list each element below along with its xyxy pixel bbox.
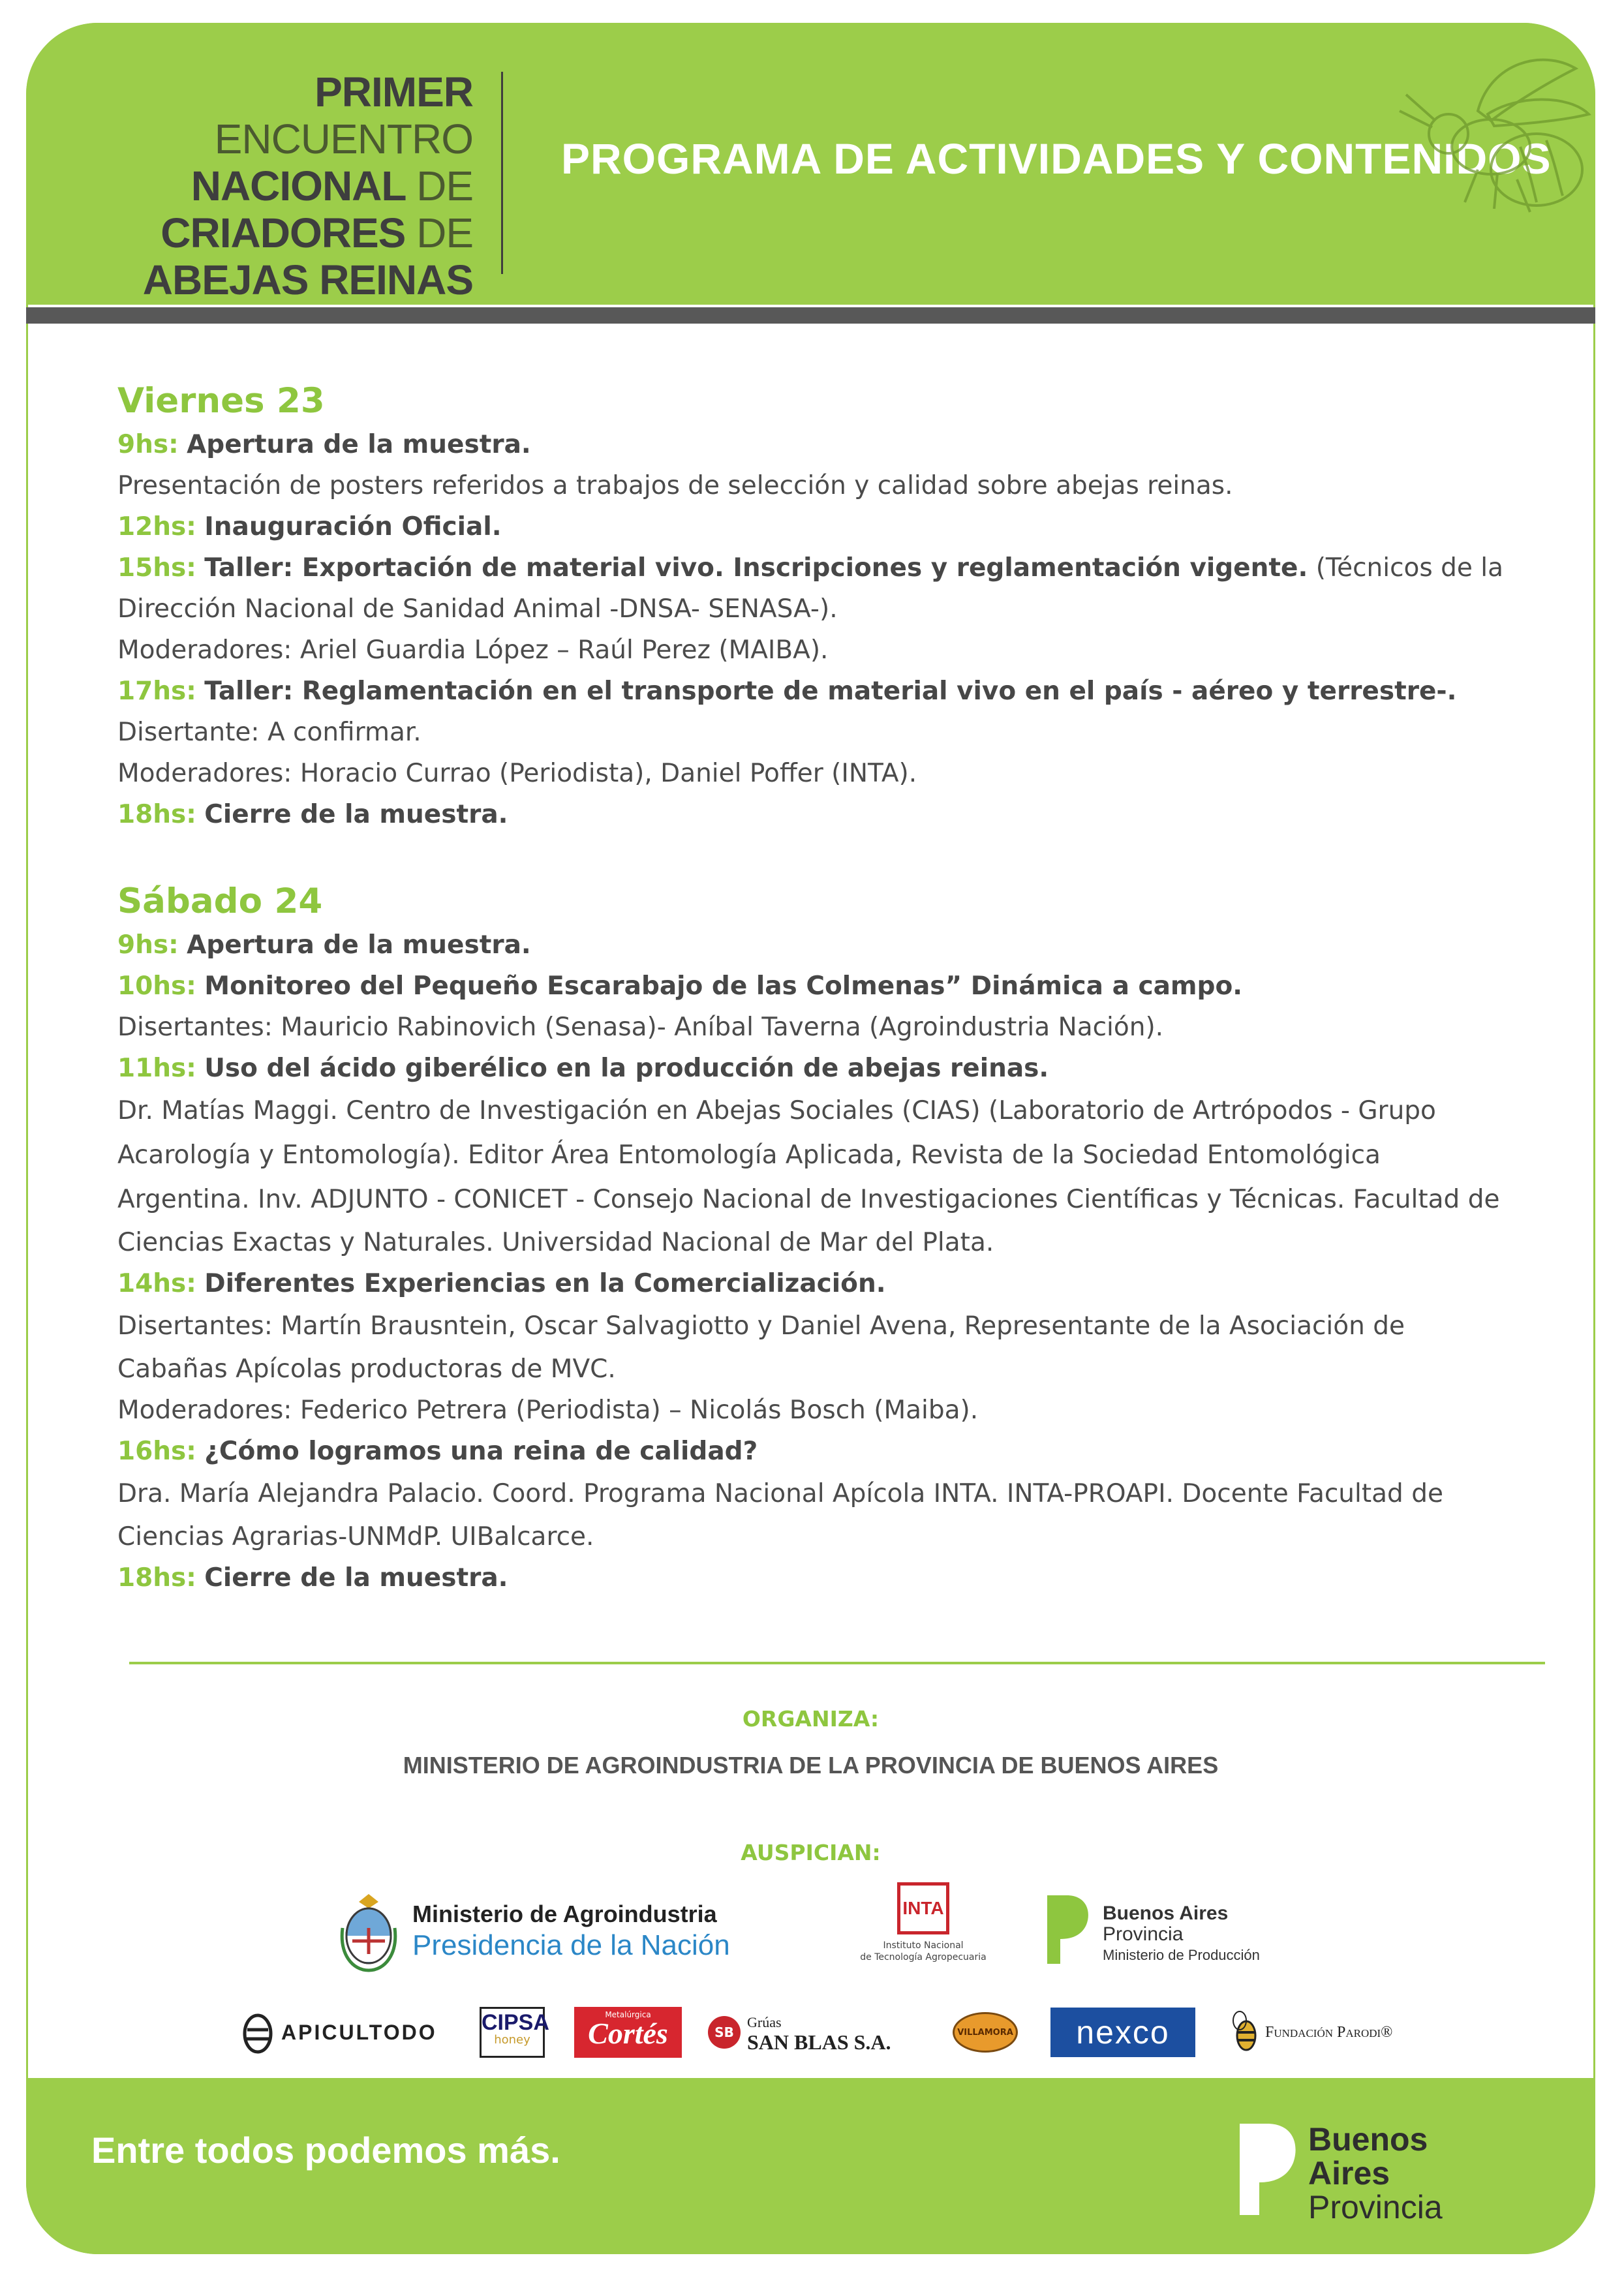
cortes-top: Metalúrgica [605,2010,651,2019]
program-line [117,1089,1540,1133]
villamora-logo [953,2003,1018,2062]
program-line [117,794,1540,835]
ba-text [1308,2122,1514,2224]
program-line [117,966,1540,1007]
activity-title: Uso del ácido giberélico en la producción de abejas reinas. [204,1054,1049,1083]
coat-of-arms-icon [339,1889,398,1974]
ba-prod-line2: Provincia [1103,1923,1184,1945]
inta-line2: de Tecnología Agropecuaria [860,1952,987,1963]
program-line [117,630,1540,671]
day-title: Viernes 23 [117,381,325,421]
program-line [117,506,1540,547]
time-label: 11hs: [117,1054,196,1083]
time-label: 18hs: [117,1563,196,1593]
title-word: CRIADORES [161,209,406,256]
activity-title: Diferentes Experiencias en la Comercialización. [204,1269,886,1298]
activity-title: Apertura de la muestra. [187,430,531,459]
bee-small-icon [1230,2006,1263,2058]
cipsa-sub: honey [494,2033,530,2047]
program-line [117,1390,1540,1431]
activity-detail: (Técnicos de la [1308,553,1504,583]
title-word: ENCUENTRO [214,115,473,162]
program-line [117,671,1540,712]
slogan: Entre todos podemos más. [91,2130,560,2171]
activity-title: Inauguración Oficial. [204,512,502,542]
activity-title: Cierre de la muestra. [204,800,508,829]
program-line [117,1048,1540,1089]
footer-band [26,2078,1595,2254]
brand-line1: Buenos Aires [1308,2121,1428,2192]
title-word: NACIONAL [191,162,406,209]
activity-detail: Moderadores: Horacio Currao (Periodista), Daniel Poffer (INTA). [117,759,917,788]
buenos-aires-provincia-logo [1227,2111,1514,2225]
villamora-text: VILLAMORA [953,2012,1018,2053]
activity-detail: Dr. Matías Maggi. Centro de Investigación en Abejas Sociales (CIAS) (Laboratorio de Artrópodos - Grupo [117,1096,1436,1125]
program-line [117,1178,1540,1222]
fundacion-parodi-logo [1230,2003,1392,2062]
time-label: 15hs: [117,553,196,583]
cortes-text: Cortés [588,2017,668,2050]
activity-detail: Disertante: A confirmar. [117,718,421,747]
activity-detail: Moderadores: Ariel Guardia López – Raúl Perez (MAIBA). [117,635,829,665]
ba-prod-line3: Ministerio de Producción [1103,1947,1260,1963]
time-label: 12hs: [117,512,196,542]
cipsa-logo [480,2003,549,2062]
inta-mark: INTA [897,1882,949,1934]
title-word: ABEJAS REINAS [142,256,473,303]
gruas-san-blas-logo [708,2003,891,2062]
program-line [117,924,1540,966]
ministerio-logo [339,1882,809,1980]
ba-produccion-logo [1034,1882,1308,1980]
day-title: Sábado 24 [117,881,323,921]
header-band [26,23,1595,305]
brand-line2: Provincia [1308,2189,1443,2225]
program-line [117,1304,1540,1349]
gruas-top: Grúas [747,2014,782,2030]
program-line [117,1263,1540,1304]
program-line [117,1557,1540,1598]
program-content [117,378,1540,1598]
program-line [117,712,1540,753]
program-line [117,1133,1540,1178]
gruas-text: SAN BLAS S.A. [747,2030,891,2054]
activity-detail: Ciencias Agrarias-UNMdP. UIBalcarce. [117,1522,594,1551]
header-divider-bar [26,307,1595,324]
inta-caption [835,1940,1011,1963]
apicultodo-text: APICULTODO [281,2020,437,2044]
ministerio-line1: Ministerio de Agroindustria [412,1901,717,1927]
time-label: 17hs: [117,677,196,706]
nexco-logo [1050,2003,1195,2062]
footer-separator [129,1662,1545,1664]
program-line [117,547,1540,588]
program-line [117,1516,1540,1557]
event-title [111,69,473,303]
inta-line1: Instituto Nacional [883,1940,964,1951]
program-line [117,1007,1540,1048]
activity-detail: Argentina. Inv. ADJUNTO - CONICET - Consejo Nacional de Investigaciones Científicas y Técnicas. Facultad de [117,1185,1500,1214]
activity-detail: Acarología y Entomología). Editor Área Entomología Aplicada, Revista de la Sociedad Entomológica [117,1140,1381,1170]
cortes-logo [574,2003,682,2062]
time-label: 10hs: [117,971,196,1001]
program-title: PROGRAMA DE ACTIVIDADES Y CONTENIDOS [561,134,1552,183]
gruas-mark: SB [708,2016,741,2049]
ba-p-icon [1227,2111,1302,2222]
time-label: 9hs: [117,430,179,459]
activity-detail: Dra. María Alejandra Palacio. Coord. Programa Nacional Apícola INTA. INTA-PROAPI. Docente Facultad de [117,1479,1443,1508]
activity-title: Monitoreo del Pequeño Escarabajo de las Colmenas” Dinámica a campo. [204,971,1243,1001]
program-line [117,1472,1540,1516]
auspician-label: AUSPICIAN: [741,1840,881,1865]
program-line [117,1222,1540,1263]
activity-detail: Dirección Nacional de Sanidad Animal -DNSA- SENASA-). [117,594,838,624]
activity-title: Apertura de la muestra. [187,930,531,960]
program-line [117,424,1540,465]
time-label: 16hs: [117,1437,196,1466]
program-line [117,588,1540,630]
activity-detail: Disertantes: Mauricio Rabinovich (Senasa)- Aníbal Taverna (Agroindustria Nación). [117,1013,1164,1042]
nexco-text: nexco [1050,2008,1195,2057]
activity-detail: Presentación de posters referidos a trabajos de selección y calidad sobre abejas reinas. [117,471,1233,500]
activity-detail: Cabañas Apícolas productoras de MVC. [117,1354,616,1384]
time-label: 18hs: [117,800,196,829]
cipsa-text: CIPSA [482,2010,549,2035]
title-word: DE [416,162,473,209]
page-frame [26,23,1595,2254]
ba-prod-line1: Buenos Aires [1103,1902,1229,1924]
activity-detail: Moderadores: Federico Petrera (Periodista) – Nicolás Bosch (Maiba). [117,1396,979,1425]
organiza-label: ORGANIZA: [742,1706,880,1732]
apicultodo-logo [238,2003,437,2062]
program-line [117,465,1540,506]
title-divider [501,72,503,274]
activity-title: Taller: Exportación de material vivo. Inscripciones y reglamentación vigente. [204,553,1308,583]
bee-icon [1380,49,1595,219]
time-label: 9hs: [117,930,179,960]
activity-title: ¿Cómo logramos una reina de calidad? [204,1437,758,1466]
bee-mascot-icon [238,2006,277,2058]
program-line [117,1431,1540,1472]
title-word: DE [416,209,473,256]
ministerio-line2: Presidencia de la Nación [412,1929,730,1961]
organizer-name: MINISTERIO DE AGROINDUSTRIA DE LA PROVINCIA DE BUENOS AIRES [403,1752,1219,1779]
activity-detail: Disertantes: Martín Brausntein, Oscar Salvagiotto y Daniel Avena, Representante de la Asociación de [117,1311,1405,1341]
fundacion-text: Fundación Parodi® [1265,2023,1393,2041]
inta-logo [835,1882,1005,1980]
activity-detail: Ciencias Exactas y Naturales. Universidad Nacional de Mar del Plata. [117,1228,994,1257]
time-label: 14hs: [117,1269,196,1298]
ba-p-icon [1034,1886,1093,1970]
title-word: PRIMER [314,69,473,115]
program-line [117,753,1540,794]
activity-title: Taller: Reglamentación en el transporte de material vivo en el país - aéreo y terrestre-. [204,677,1457,706]
program-line [117,1349,1540,1390]
activity-title: Cierre de la muestra. [204,1563,508,1593]
